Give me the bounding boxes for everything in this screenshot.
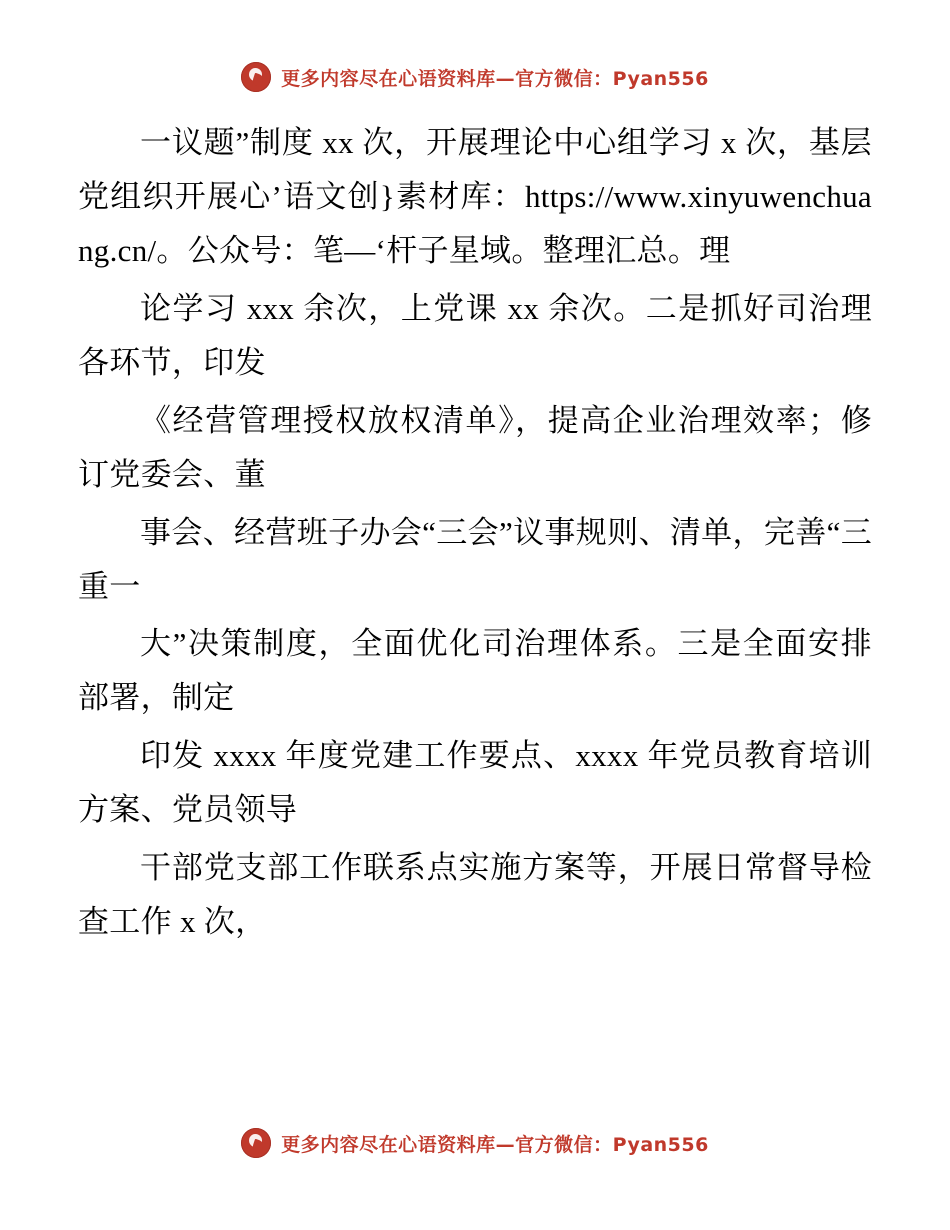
watermark-banner-top <box>0 62 950 92</box>
paragraph: 干部党支部工作联系点实施方案等，开展日常督导检查工作 x 次， <box>78 850 872 940</box>
watermark-sub-text-bottom: 官方微信：Pyan556 <box>515 1133 709 1156</box>
document-text-body <box>78 116 872 953</box>
watermark-text-top <box>281 64 709 91</box>
watermark-main-text-bottom: 更多内容尽在心语资料库— <box>281 1133 516 1156</box>
watermark-main-text-top: 更多内容尽在心语资料库— <box>281 67 516 90</box>
circle-seal-icon <box>241 1128 271 1158</box>
watermark-sub-text-top: 官方微信：Pyan556 <box>515 67 709 90</box>
paragraph: 印发 xxxx 年度党建工作要点、xxxx 年党员教育培训方案、党员领导 <box>78 738 872 828</box>
watermark-banner-bottom <box>0 1128 950 1158</box>
paragraph: 大”决策制度，全面优化司治理体系。三是全面安排部署，制定 <box>78 626 872 716</box>
paragraph: 事会、经营班子办会“三会”议事规则、清单，完善“三重一 <box>78 514 872 604</box>
paragraph: 《经营管理授权放权清单》，提高企业治理效率；修订党委会、董 <box>78 402 872 492</box>
paragraph: 论学习 xxx 余次，上党课 xx 余次。二是抓好司治理各环节，印发 <box>78 290 872 380</box>
watermark-text-bottom <box>281 1130 709 1157</box>
paragraph: 一议题”制度 xx 次，开展理论中心组学习 x 次，基层党组织开展心’语文创}素材库：https://www.xinyuwenchuang.cn/。公众号：笔—‘杆子星域。整理汇总。理 <box>78 125 872 268</box>
circle-seal-icon <box>241 62 271 92</box>
